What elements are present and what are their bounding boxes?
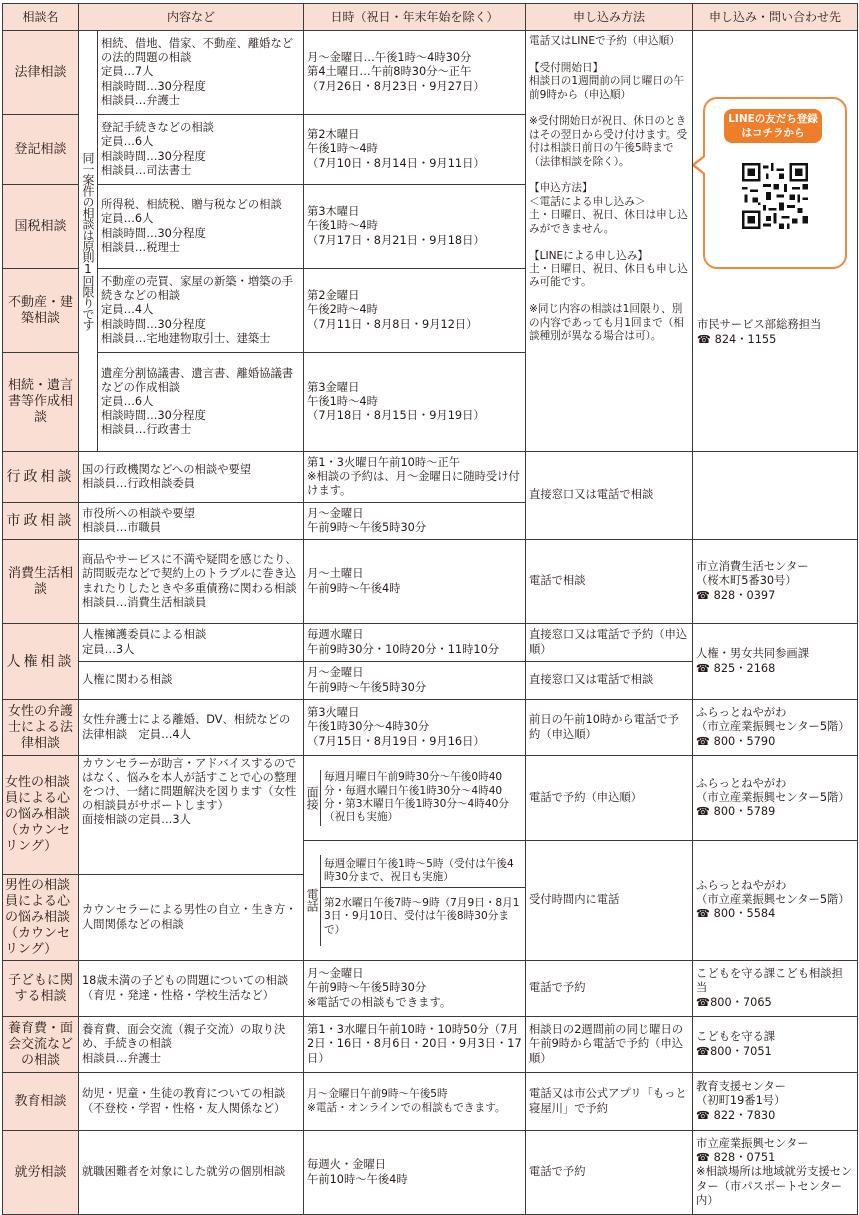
category-josei-kokoro: 女性の相談員による心の悩み相談（カウンセリング） xyxy=(3,756,79,875)
method-kyouiku: 電話又は市公式アプリ「もっと寝屋川」で予約 xyxy=(526,1073,693,1131)
datetime-souzoku: 第3金曜日 午後1時～4時 （7月18日・8月15日・9月19日） xyxy=(304,353,526,452)
datetime-houritsu: 月～金曜日…午後1時～4時30分 第4土曜日…午前8時30分～正午 （7月26日・8月23日・9月27日） xyxy=(304,31,526,115)
contact-group-text: 市民サービス部総務担当 ☎ 824・1155 xyxy=(697,318,822,346)
method-josei-bengoshi: 前日の午前10時から電話で予約（申込順） xyxy=(526,700,693,756)
content-youiku: 養育費、面会交流（親子交流）の取り決め、手続きの相談 相談員…弁護士 xyxy=(79,1017,304,1073)
group-note: 同一案件の相談は原則1回限りです xyxy=(79,31,98,452)
datetime-touki: 第2木曜日 午後1時～4時 （7月10日・8月14日・9月11日） xyxy=(304,115,526,185)
line-register-badge[interactable]: LINEの友だち登録 はコチラから xyxy=(724,109,822,143)
method-jinken-1: 直接窓口又は電話で予約（申込順） xyxy=(526,624,693,662)
contact-kyouiku: 教育支援センター （初町19番1号） ☎ 822・7830 xyxy=(693,1073,858,1131)
qr-code-icon[interactable] xyxy=(742,163,808,229)
contact-shuurou: 市立産業振興センター ☎ 828・0751 ※相談場所は地域就労支援センター（市パスポートセンター内） xyxy=(693,1131,858,1215)
label-denwa: 電話 xyxy=(304,855,321,946)
method-gyousei-shisei: 直接窓口又は電話で相談 xyxy=(526,452,693,540)
contact-group xyxy=(693,31,858,452)
datetime-youiku: 第1・3水曜日午前10時・10時50分（7月2日・16日・8月6日・20日・9月3日・17日） xyxy=(304,1017,526,1073)
contact-kodomo: こどもを守る課こども相談担当 ☎800・7065 xyxy=(693,961,858,1017)
content-shisei: 市役所への相談や要望 相談員…市職員 xyxy=(79,503,304,540)
category-shouhi: 消費生活相談 xyxy=(3,540,79,624)
datetime-jinken-1: 毎週水曜日 午前9時30分・10時20分・11時10分 xyxy=(304,624,526,662)
datetime-jinken-2: 月～金曜日 午前9時～午後5時30分 xyxy=(304,662,526,700)
datetime-josei-bengoshi: 第3火曜日 午後1時30分～4時30分 （7月15日・8月19日・9月16日） xyxy=(304,700,526,756)
method-youiku: 相談日の2週間前の同じ曜日の午前9時から電話で予約（申込順） xyxy=(526,1017,693,1073)
category-kyouiku: 教育相談 xyxy=(3,1073,79,1131)
content-shouhi: 商品やサービスに不満や疑問を感じたり、訪問販売などで契約上のトラブルに巻き込まれたりしたときや多重債務に関わる相談 相談員…消費生活相談員 xyxy=(79,540,304,624)
method-josei-kokoro: 電話で予約（申込順） xyxy=(526,756,693,841)
category-souzoku: 相続・遺言書等作成相談 xyxy=(3,353,79,452)
content-kyouiku: 幼児・児童・生徒の教育についての相談（不登校・学習・性格・友人関係など） xyxy=(79,1073,304,1131)
contact-gyousei-shisei xyxy=(693,452,858,540)
content-souzoku: 遺産分割協議書、遺言書、離婚協議書などの作成相談 定員…6人 相談時間…30分程度 相談員…行政書士 xyxy=(98,353,304,452)
datetime-shuurou: 毎週火・金曜日 午前10時～午後4時 xyxy=(304,1131,526,1215)
method-kodomo: 電話で予約 xyxy=(526,961,693,1017)
consultation-table xyxy=(2,3,858,1215)
category-jinken: 人権相談 xyxy=(3,624,79,700)
datetime-denwa xyxy=(304,840,526,960)
content-gyousei: 国の行政機関などへの相談や要望 相談員…行政相談委員 xyxy=(79,452,304,503)
header-contact: 申し込み・問い合わせ先 xyxy=(693,4,858,31)
contact-jinken: 人権・男女共同参画課 ☎ 825・2168 xyxy=(693,624,858,700)
category-houritsu: 法律相談 xyxy=(3,31,79,115)
category-kodomo: 子どもに関する相談 xyxy=(3,961,79,1017)
content-jinken-2: 人権に関わる相談 xyxy=(79,662,304,700)
header-content: 内容など xyxy=(79,4,304,31)
method-shuurou: 電話で予約 xyxy=(526,1131,693,1215)
content-touki: 登記手続きなどの相談 定員…6人 相談時間…30分程度 相談員…司法書士 xyxy=(98,115,304,185)
contact-josei-bengoshi: ふらっとねやがわ （市立産業振興センター5階） ☎ 800・5790 xyxy=(693,700,858,756)
category-youiku: 養育費・面会交流などの相談 xyxy=(3,1017,79,1073)
category-fudousan: 不動産・建築相談 xyxy=(3,269,79,353)
datetime-mensetsu-text: 毎週月曜日午前9時30分～午後0時40分・毎週水曜日午後1時30分～4時40分・第3木曜日午後1時30分～4時40分（祝日も実施） xyxy=(324,771,509,824)
method-group: 電話又はLINEで予約（申込順） 【受付開始日】 相談日の1週間前の同じ曜日の午前9時から（申込順） ※受付開始日が祝日、休日のときはその翌日から受け付けます。受付は相談日前日の午後5時まで（法律相談を除く）。 【申込方法】 ＜電話による申し込み＞ 土・日曜日、祝日、休日は申し込みができません。 【LINEによる申し込み】 土・日曜日、祝日、休日も申し込み可能です。 ※同じ内容の相談は1回限り、別の内容であっても月1回まで（相談種別が異なる場合は可）。 xyxy=(526,31,693,452)
datetime-kodomo: 月～金曜日 午前9時～午後5時30分 ※電話での相談もできます。 xyxy=(304,961,526,1017)
datetime-kokuzei: 第3木曜日 午後1時～4時 （7月17日・8月21日・9月18日） xyxy=(304,185,526,269)
content-jinken-1: 人権擁護委員による相談 定員…3人 xyxy=(79,624,304,662)
datetime-fudousan: 第2金曜日 午後2時～4時 （7月11日・8月8日・9月12日） xyxy=(304,269,526,353)
label-mensetsu: 面接 xyxy=(304,770,321,826)
content-josei-bengoshi: 女性弁護士による離婚、DV、相続などの法律相談 定員…4人 xyxy=(79,700,304,756)
header-method: 申し込み方法 xyxy=(526,4,693,31)
datetime-gyousei: 第1・3火曜日午前10時～正午 ※相談の予約は、月～金曜日に随時受け付けます。 xyxy=(304,452,526,503)
datetime-josei-mensetsu xyxy=(304,756,526,841)
category-josei-bengoshi: 女性の弁護士による法律相談 xyxy=(3,700,79,756)
content-dansei-kokoro: カウンセラーによる男性の自立・生き方・人間関係などの相談 xyxy=(79,875,304,961)
category-dansei-kokoro: 男性の相談員による心の悩み相談（カウンセリング） xyxy=(3,875,79,961)
contact-josei-kokoro: ふらっとねやがわ （市立産業振興センター5階） ☎ 800・5789 xyxy=(693,756,858,841)
contact-shouhi: 市立消費生活センター （桜木町5番30号） ☎ 828・0397 xyxy=(693,540,858,624)
datetime-shouhi: 月～土曜日 午前9時～午後4時 xyxy=(304,540,526,624)
content-kokuzei: 所得税、相続税、贈与税などの相談 定員…6人 相談時間…30分程度 相談員…税理士 xyxy=(98,185,304,269)
contact-youiku: こどもを守る課 ☎800・7051 xyxy=(693,1017,858,1073)
category-kokuzei: 国税相談 xyxy=(3,185,79,269)
category-gyousei: 行政相談 xyxy=(3,452,79,503)
method-shouhi: 電話で相談 xyxy=(526,540,693,624)
contact-dansei-kokoro: ふらっとねやがわ （市立産業振興センター5階） ☎ 800・5584 xyxy=(693,840,858,960)
content-kodomo: 18歳未満の子どもの問題についての相談（育児・発達・性格・学校生活など） xyxy=(79,961,304,1017)
datetime-denwa-josei: 毎週金曜日午後1時～5時（受付は午後4時30分まで、祝日も実施） xyxy=(321,855,526,888)
content-shuurou: 就職困難者を対象にした就労の個別相談 xyxy=(79,1131,304,1215)
datetime-shisei: 月～金曜日 午前9時～午後5時30分 xyxy=(304,503,526,540)
header-category: 相談名 xyxy=(3,4,79,31)
category-touki: 登記相談 xyxy=(3,115,79,185)
content-fudousan: 不動産の売買、家屋の新築・増築の手続きなどの相談 定員…4人 相談時間…30分程度 相談員…宅地建物取引士、建築士 xyxy=(98,269,304,353)
method-jinken-2: 直接窓口又は電話で相談 xyxy=(526,662,693,700)
category-shuurou: 就労相談 xyxy=(3,1131,79,1215)
category-shisei: 市政相談 xyxy=(3,503,79,540)
header-datetime: 日時（祝日・年末年始を除く） xyxy=(304,4,526,31)
datetime-kyouiku: 月～金曜日午前9時～午後5時 ※電話・オンラインでの相談もできます。 xyxy=(304,1073,526,1131)
content-josei-kokoro: カウンセラーが助言・アドバイスするのではなく、悩みを本人が話すことで心の整理をつけ、一緒に問題解決を図ります（女性の相談員がサポートします） 面接相談の定員…3人 xyxy=(79,756,304,875)
line-bubble[interactable] xyxy=(703,97,847,269)
method-dansei-kokoro: 受付時間内に電話 xyxy=(526,840,693,960)
content-houritsu: 相続、借地、借家、不動産、離婚などの法的問題の相談 定員…7人 相談時間…30分程度 相談員…弁護士 xyxy=(98,31,304,115)
datetime-dansei-kokoro: 第2水曜日午後7時～9時（7月9日・8月13日・9月10日、受付は午後8時30分まで） xyxy=(324,896,520,936)
